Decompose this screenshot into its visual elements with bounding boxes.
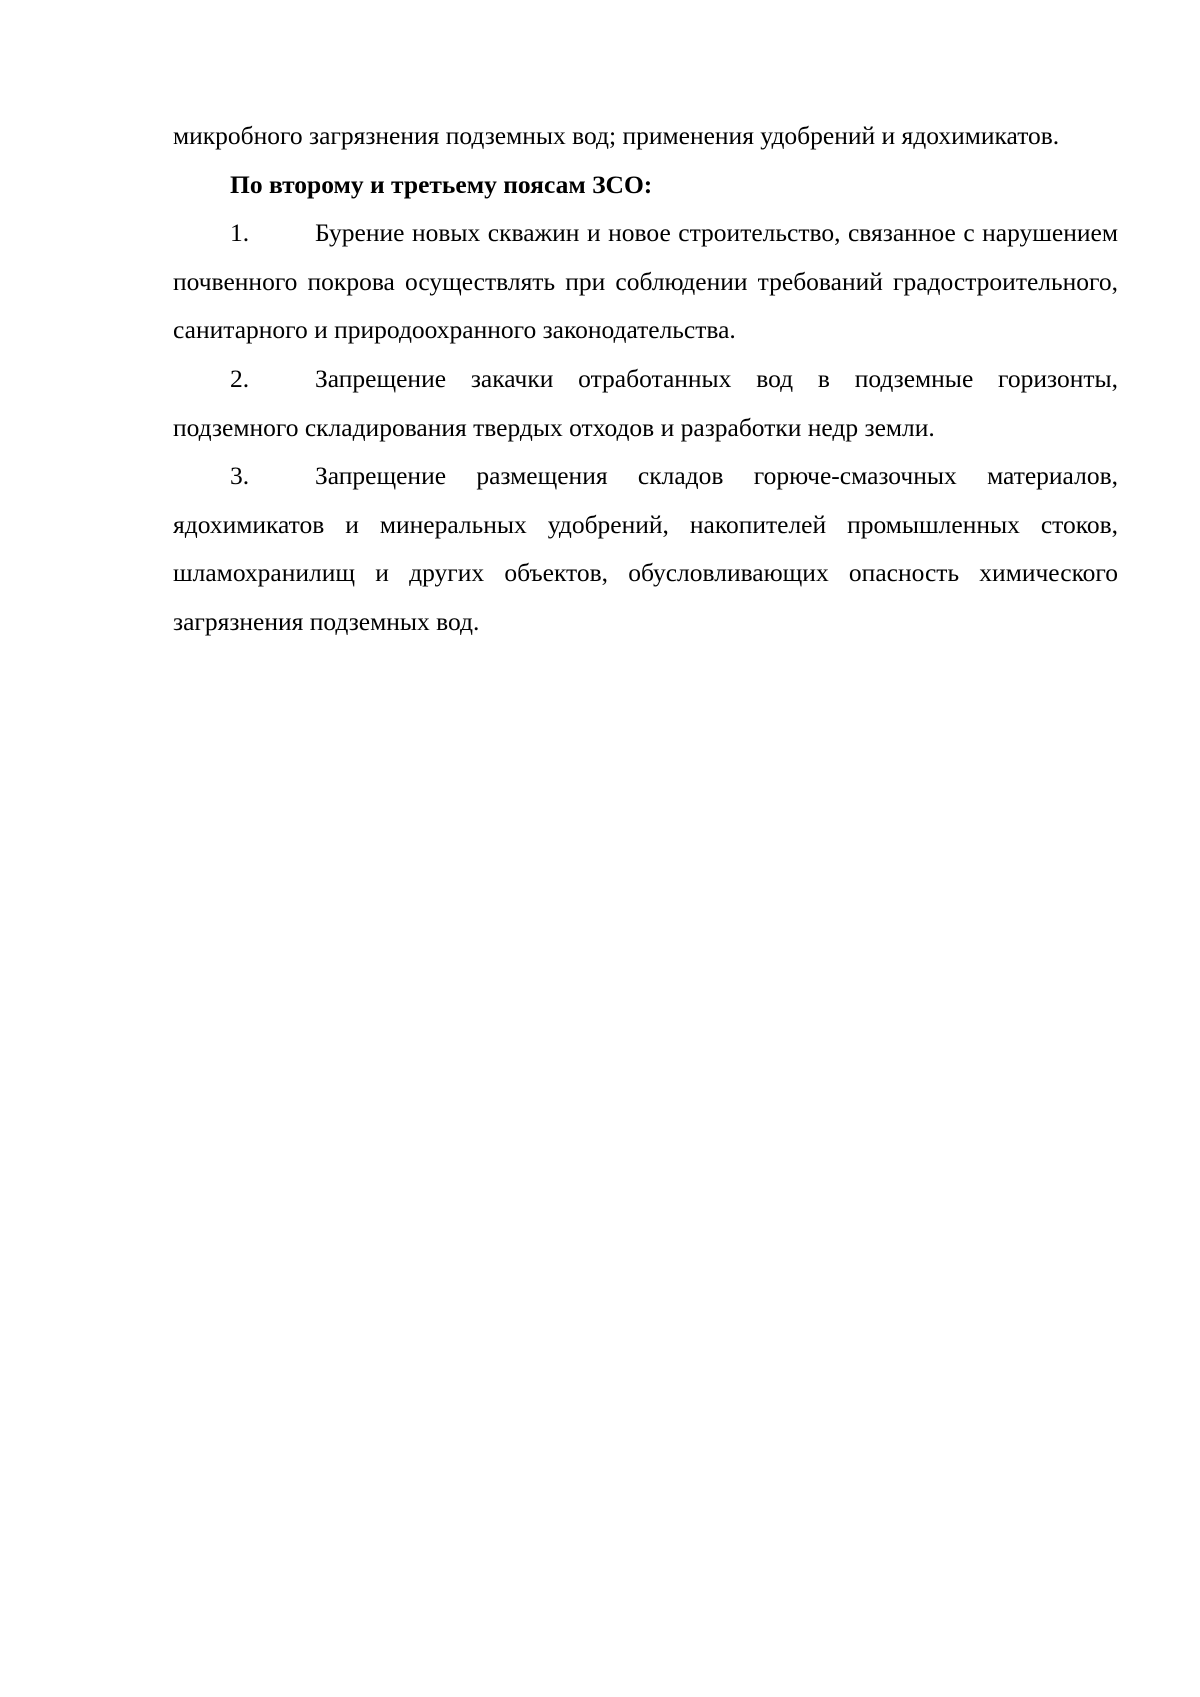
list-item-text: Бурение новых скважин и новое строительство, связанное с нарушением почвенного покрова осуществлять при соблюдении требований градостроительного, санитарного и природоохранного законодательства.: [173, 218, 1118, 345]
list-item-text: Запрещение закачки отработанных вод в подземные горизонты, подземного складирования твердых отходов и разработки недр земли.: [173, 363, 1118, 442]
list-item-number: 2.: [230, 363, 250, 393]
list-item-text: Запрещение размещения складов горюче-смазочных материалов, ядохимикатов и минеральных удобрений, накопителей промышленных стоков, шламохранилищ и других объектов, обусловливающих опасность химического загрязнения подземных вод.: [173, 461, 1118, 636]
section-heading: По второму и третьему поясам ЗСО:: [230, 169, 653, 199]
list-item: [173, 452, 1118, 646]
intro-paragraph: микробного загрязнения подземных вод; применения удобрений и ядохимикатов.: [173, 121, 1060, 150]
list-item-number: 1.: [230, 218, 250, 248]
list-item: [173, 209, 1118, 355]
list-item-number: 3.: [230, 461, 250, 491]
list-item: [173, 355, 1118, 452]
document-body: [173, 112, 1118, 647]
